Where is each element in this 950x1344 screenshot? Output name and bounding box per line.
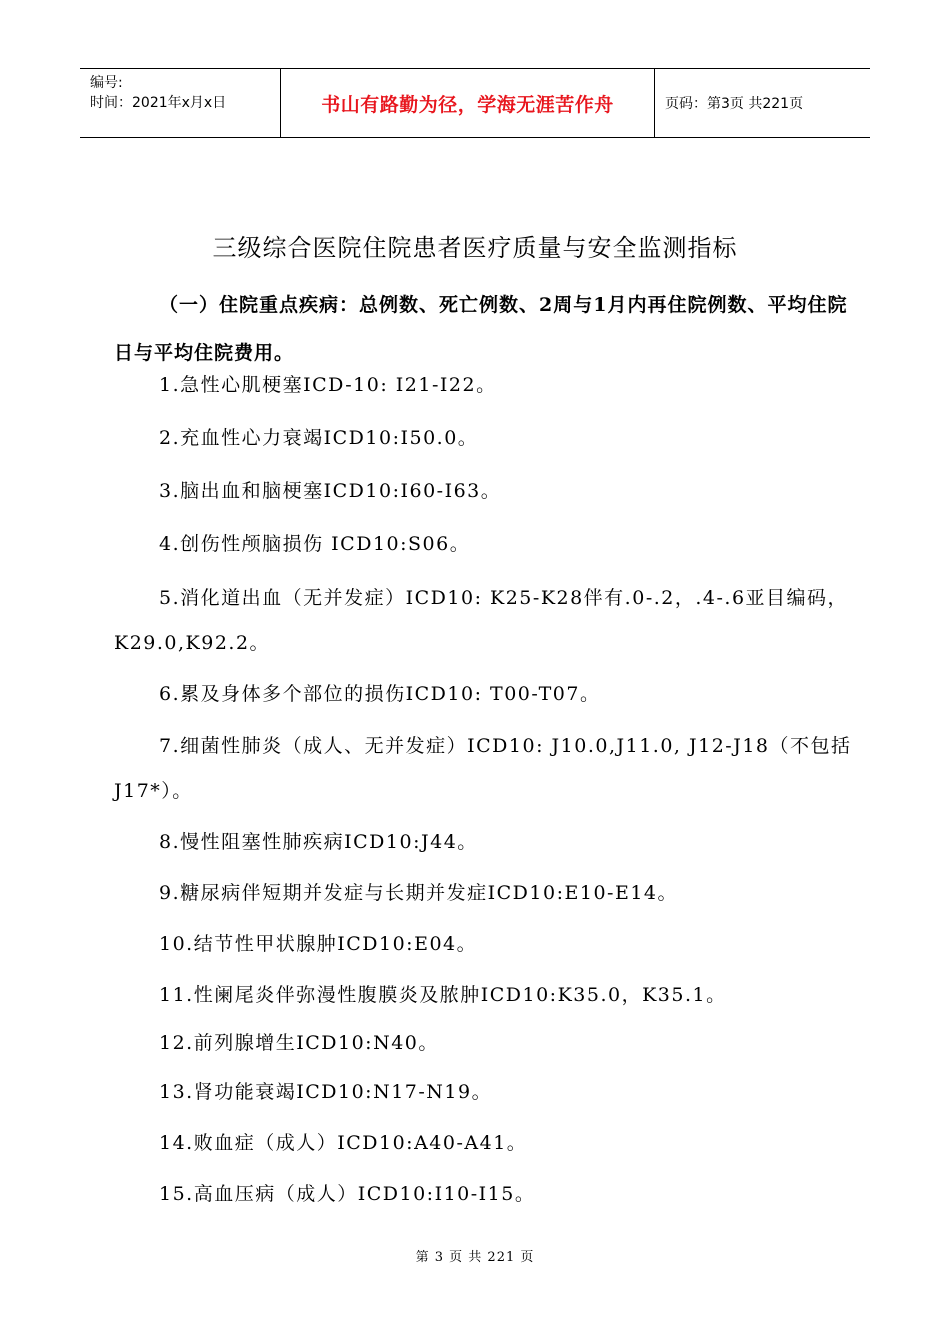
list-item: 10.结节性甲状腺肿ICD10:E04。 — [159, 933, 478, 955]
list-item: 15.高血压病（成人）ICD10:I10-I15。 — [159, 1183, 536, 1205]
list-item: 5.消化道出血（无并发症）ICD10: K25-K28伴有.0-.2，.4-.6亚目编码，K29.0,K92.2。 — [114, 587, 849, 654]
list-item: 6.累及身体多个部位的损伤ICD10: T00-T07。 — [159, 683, 601, 705]
list-item: 8.慢性阻塞性肺疾病ICD10:J44。 — [159, 831, 478, 853]
header-motto-cell — [281, 69, 655, 137]
page-info: 页码：第3页 共221页 — [665, 96, 804, 112]
list-item: 7.细菌性肺炎（成人、无并发症）ICD10: J10.0,J11.0, J12-J18（不包括J17*）。 — [114, 735, 852, 802]
list-item: 13.肾功能衰竭ICD10:N17-N19。 — [159, 1081, 493, 1103]
list-item: 9.糖尿病伴短期并发症与长期并发症ICD10:E10-E14。 — [159, 882, 678, 904]
list-item: 14.败血症（成人）ICD10:A40-A41。 — [159, 1132, 528, 1154]
document-header — [80, 68, 870, 138]
time-label: 时间：2021年x月x日 — [90, 95, 227, 111]
list-item: 12.前列腺增生ICD10:N40。 — [159, 1032, 439, 1054]
list-item: 11.性阑尾炎伴弥漫性腹膜炎及脓肿ICD10:K35.0，K35.1。 — [159, 984, 727, 1006]
list-item: 4.创伤性颅脑损伤 ICD10:S06。 — [159, 533, 471, 555]
header-meta-cell — [80, 69, 281, 137]
section-heading: （一）住院重点疾病：总例数、死亡例数、2周与1月内再住院例数、平均住院日与平均住院费用。 — [114, 294, 848, 364]
document-title: 三级综合医院住院患者医疗质量与安全监测指标 — [212, 234, 738, 262]
list-item: 3.脑出血和脑梗塞ICD10:I60-I63。 — [159, 480, 502, 502]
page-footer: 第 3 页 共 221 页 — [415, 1250, 535, 1265]
motto-text: 书山有路勤为径，学海无涯苦作舟 — [321, 93, 614, 116]
list-item: 2.充血性心力衰竭ICD10:I50.0。 — [159, 427, 479, 449]
list-item: 1.急性心肌梗塞ICD-10: I21-I22。 — [159, 374, 497, 396]
header-page-cell — [655, 69, 870, 137]
number-label: 编号: — [90, 75, 123, 91]
